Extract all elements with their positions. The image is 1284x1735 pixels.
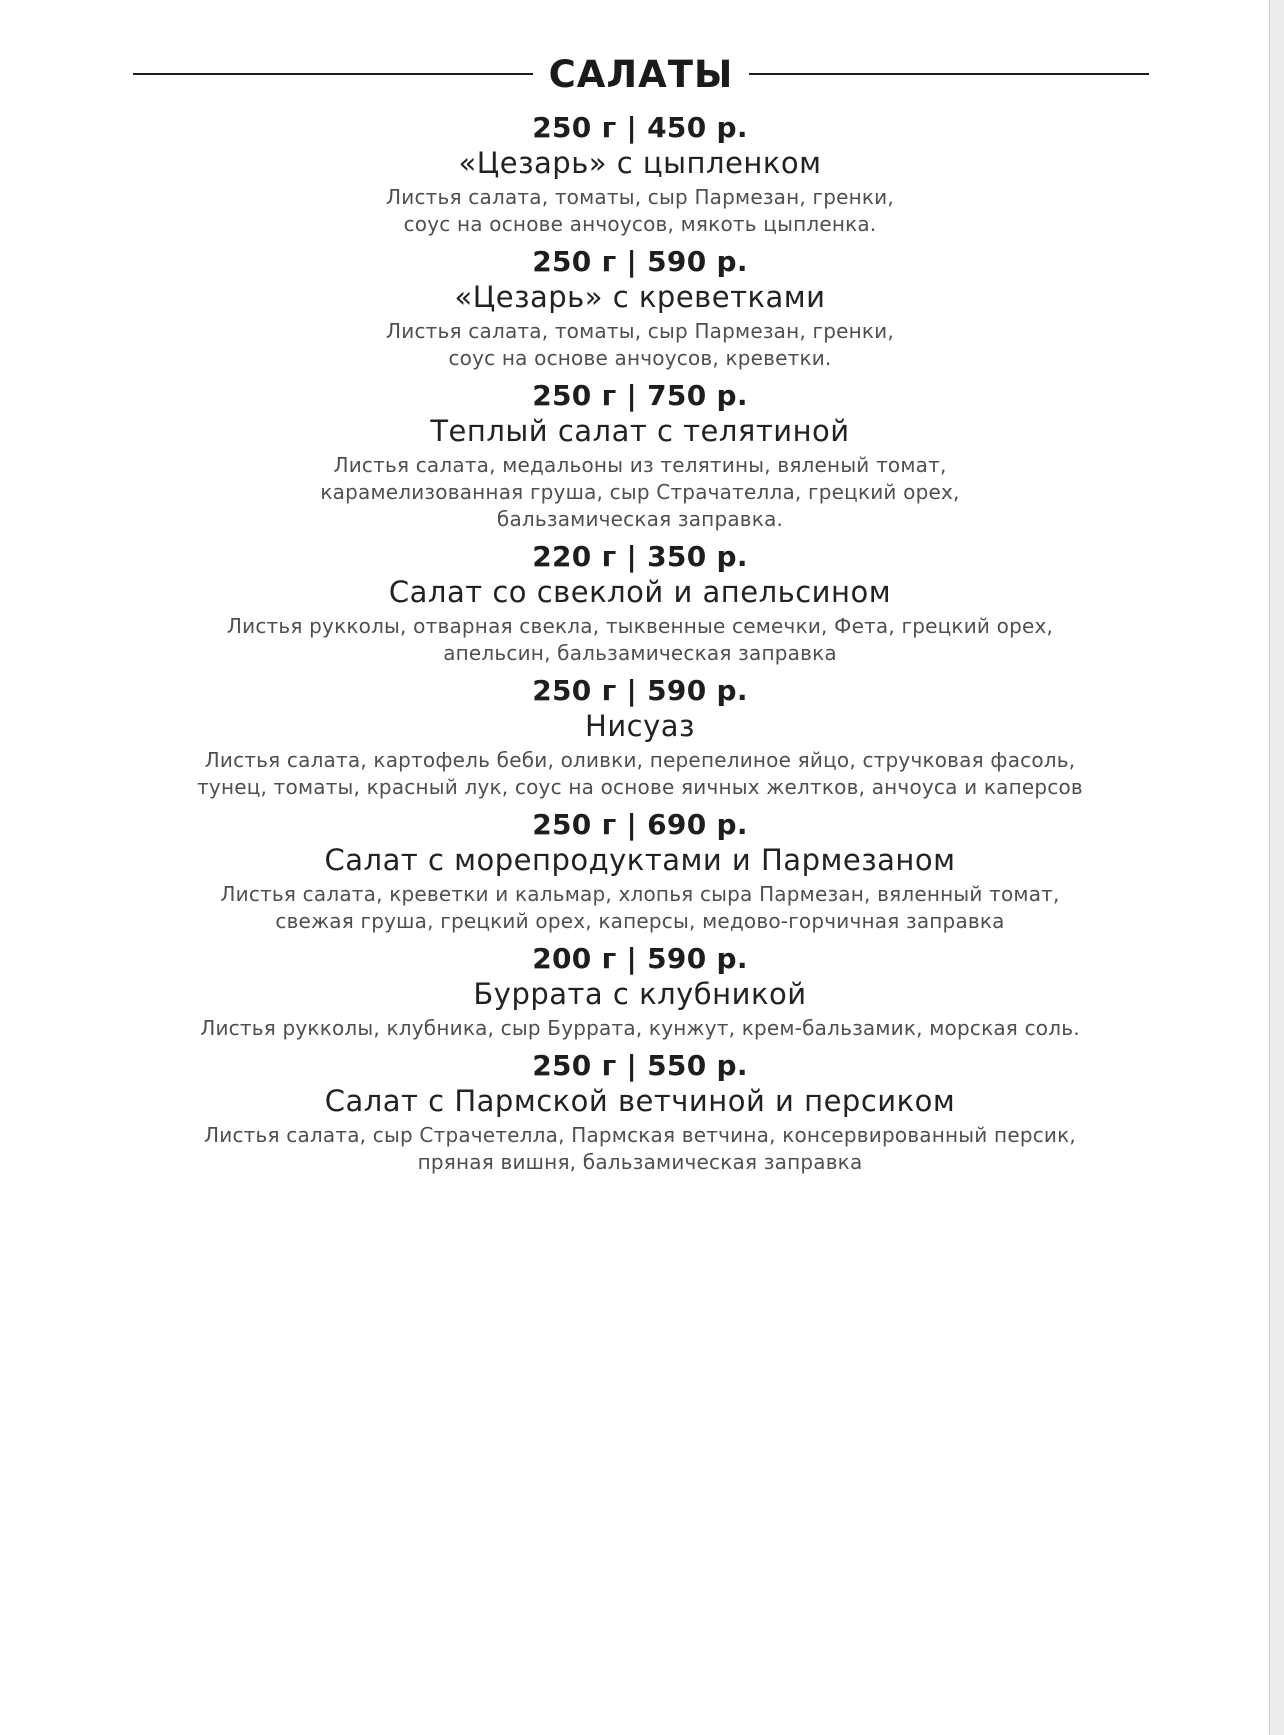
menu-item-name: Теплый салат с телятиной	[430, 414, 850, 448]
menu-item-description-line: бальзамическая заправка.	[496, 507, 784, 531]
menu-item-name: Буррата с клубникой	[473, 977, 807, 1011]
menu-item-name: Салат с Пармской ветчиной и персиком	[324, 1084, 956, 1118]
page-edge	[1269, 0, 1284, 1735]
menu-item-description	[100, 452, 1180, 533]
menu-item-description	[100, 184, 1180, 238]
section-header	[133, 48, 1149, 100]
menu-item-description-line: Листья салата, креветки и кальмар, хлопья сыра Пармезан, вяленный томат,	[220, 882, 1060, 906]
menu-item-meta: 200 г | 590 р.	[532, 942, 748, 975]
menu-item-description-line: Листья рукколы, отварная свекла, тыквенные семечки, Фета, грецкий орех,	[226, 614, 1054, 638]
menu-item-description-line: Листья салата, сыр Страчетелла, Пармская ветчина, консервированный персик,	[204, 1123, 1076, 1147]
menu-item-name: Салат со свеклой и апельсином	[388, 575, 892, 609]
menu-item-description	[100, 1122, 1180, 1176]
menu-item-warm-veal-salad	[100, 378, 1180, 533]
menu-item-description	[100, 318, 1180, 372]
menu-item-caesar-chicken	[100, 110, 1180, 238]
menu-item-description-line: свежая груша, грецкий орех, каперсы, медово-горчичная заправка	[275, 909, 1005, 933]
menu-item-caesar-shrimp	[100, 244, 1180, 372]
menu-item-description-line: пряная вишня, бальзамическая заправка	[417, 1150, 863, 1174]
menu-item-meta: 250 г | 450 р.	[532, 111, 748, 144]
menu-item-meta: 250 г | 690 р.	[532, 808, 748, 841]
menu-item-description-line: карамелизованная груша, сыр Страчателла, грецкий орех,	[320, 480, 960, 504]
menu-item-beet-orange-salad	[100, 539, 1180, 667]
menu-item-nicoise	[100, 673, 1180, 801]
menu-item-meta: 250 г | 590 р.	[532, 674, 748, 707]
left-rule	[133, 73, 533, 75]
menu-item-description-line: тунец, томаты, красный лук, соус на основе яичных желтков, анчоуса и каперсов	[197, 775, 1083, 799]
menu-item-description	[100, 1015, 1180, 1042]
section-title: САЛАТЫ	[548, 52, 734, 96]
menu-item-meta: 220 г | 350 р.	[532, 540, 748, 573]
menu-item-name: Салат с морепродуктами и Пармезаном	[324, 843, 956, 877]
menu-item-description	[100, 613, 1180, 667]
menu-item-description-line: соус на основе анчоусов, креветки.	[448, 346, 832, 370]
menu-item-description	[100, 881, 1180, 935]
menu-item-name: «Цезарь» с цыпленком	[458, 146, 822, 180]
menu-item-description-line: Листья рукколы, клубника, сыр Буррата, кунжут, крем-бальзамик, морская соль.	[200, 1016, 1080, 1040]
menu-item-description-line: Листья салата, томаты, сыр Пармезан, гренки,	[386, 185, 894, 209]
menu-item-meta: 250 г | 550 р.	[532, 1049, 748, 1082]
menu-item-meta: 250 г | 750 р.	[532, 379, 748, 412]
menu-item-description-line: Листья салата, медальоны из телятины, вяленый томат,	[333, 453, 947, 477]
menu-item-parma-ham-peach	[100, 1048, 1180, 1176]
menu-item-description-line: апельсин, бальзамическая заправка	[443, 641, 837, 665]
right-rule	[749, 73, 1149, 75]
menu-item-description-line: соус на основе анчоусов, мякоть цыпленка.	[403, 212, 877, 236]
menu-item-description-line: Листья салата, картофель беби, оливки, перепелиное яйцо, стручковая фасоль,	[204, 748, 1076, 772]
menu-list	[100, 110, 1180, 1182]
menu-item-name: «Цезарь» с креветками	[454, 280, 826, 314]
menu-item-burrata-strawberry	[100, 941, 1180, 1042]
menu-item-seafood-parmesan-salad	[100, 807, 1180, 935]
menu-item-name: Нисуаз	[585, 709, 695, 743]
menu-item-meta: 250 г | 590 р.	[532, 245, 748, 278]
menu-item-description-line: Листья салата, томаты, сыр Пармезан, гренки,	[386, 319, 894, 343]
menu-item-description	[100, 747, 1180, 801]
